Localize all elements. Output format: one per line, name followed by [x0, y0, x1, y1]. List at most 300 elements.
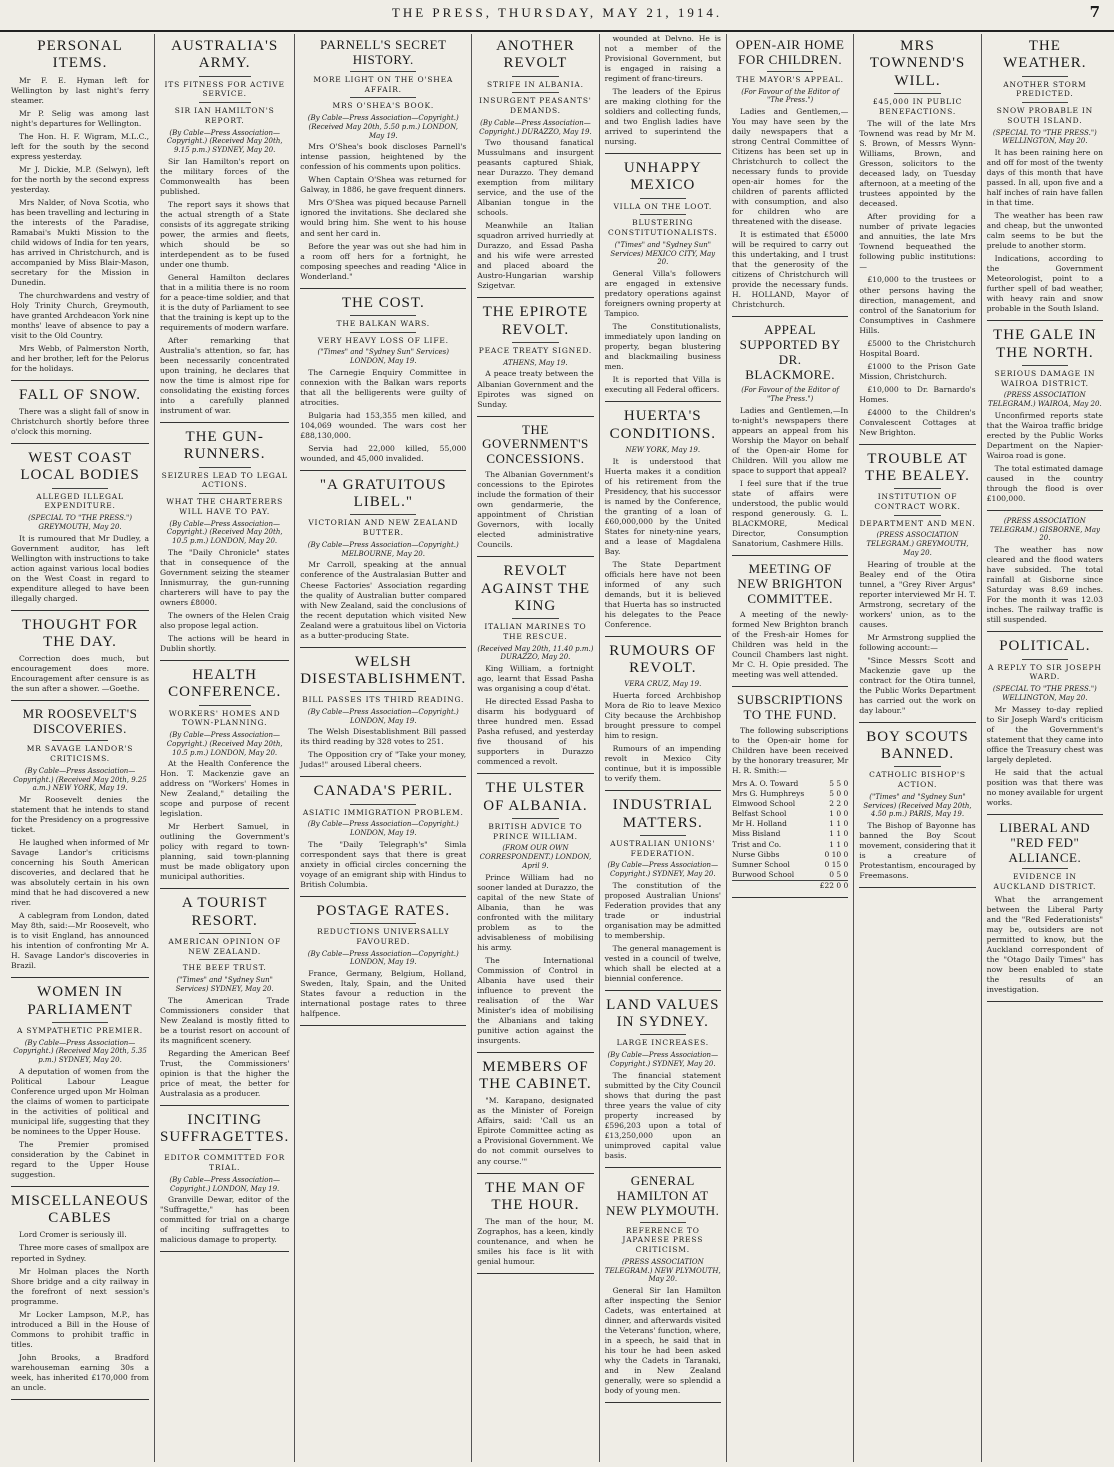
divider	[1022, 76, 1069, 77]
dateline: (SPECIAL TO "THE PRESS.") WELLINGTON, May 20.	[992, 685, 1097, 702]
paragraph: He laughed when informed of Mr Savage Landor's criticisms concerning his South American discoveries, and declared that he was absolutely certain in his own mind that he had discovered a new river.	[11, 838, 150, 908]
divider	[199, 102, 251, 103]
paragraph: The owners of the Helen Craig also propose legal action.	[160, 610, 290, 630]
headline: WEST COAST LOCAL BODIES	[20, 450, 140, 484]
dateline: (By Cable—Press Association—Copyright.) LONDON, May 19.	[169, 1175, 280, 1193]
paragraph: Mrs Webb, of Palmerston North, and her brother, left for the Pelorus for the holidays.	[11, 343, 150, 373]
paragraph: It is rumoured that Mr Dudley, a Government auditor, has left Wellington with instructions to take action against various local bodies on the West Coast in regard to expenditure alleged to have been illegally charged.	[11, 533, 150, 603]
dateline: ("Times" and "Sydney Sun" Services) (Received May 20th, 4.50 p.m.) PARIS, May 19.	[863, 792, 972, 819]
article-separator	[859, 887, 975, 888]
article	[859, 38, 975, 445]
paragraph: When Captain O'Shea was returned for Galway, in 1886, he gave frequent dinners.	[300, 175, 467, 195]
article-separator	[605, 153, 721, 154]
column-5	[600, 34, 727, 1462]
article-body	[605, 881, 721, 984]
subheading: EDITOR COMMITTED FOR TRIAL.	[164, 1153, 286, 1173]
article-body	[477, 138, 593, 291]
article-separator	[987, 1001, 1103, 1002]
article-body	[477, 873, 593, 1046]
article-body	[11, 407, 149, 437]
article-separator	[732, 555, 848, 556]
article-body	[987, 705, 1103, 808]
paragraph: Ladies and Gentlemen,—You may have seen by the daily newspapers that a strong Central Committee of Citizens has been set up in Christchurch to collect the necessary funds to provide open-air homes for the children of parents afflicted with consumption, and also for children who are threatened with the disease.	[731, 107, 849, 227]
article-body	[732, 610, 848, 680]
article-separator	[987, 814, 1103, 815]
paragraph: The Bishop of Bayonne has banned the Boy Scout movement, considering that it is a creature of Protestantism, encouraged by Freemasons.	[859, 821, 976, 881]
paragraph: The Carnegie Enquiry Committee in connexion with the Balkan wars reports that all the belligerents were guilty of atrocities.	[300, 367, 467, 407]
article	[160, 38, 289, 423]
headline: TROUBLE AT THE BEALEY.	[865, 450, 970, 484]
article-body	[160, 996, 289, 1099]
article	[300, 783, 466, 897]
paragraph: There was a slight fall of snow in Christchurch shortly before three o'clock this morning.	[11, 407, 150, 437]
article-body	[300, 368, 466, 464]
dateline: ATHENS, May 19.	[503, 358, 568, 367]
article	[300, 903, 466, 1026]
headline: "A GRATUITOUS LIBEL."	[319, 476, 447, 511]
paragraph: Bulgaria had 153,355 men killed, and 104,069 wounded. The wars cost her £88,130,000.	[300, 410, 467, 440]
article	[477, 563, 593, 774]
subheading: THE BEEF TRUST.	[182, 963, 267, 973]
divider	[199, 76, 251, 77]
subheading: WORKERS' HOMES AND TOWN-PLANNING.	[168, 708, 281, 728]
subheading: ITALIAN MARINES TO THE RESCUE.	[484, 622, 587, 641]
subscription-total: £22 0 0	[732, 880, 848, 891]
column-2	[155, 34, 295, 1462]
article-body	[859, 560, 975, 716]
subheading: SERIOUS DAMAGE IN WAIROA DISTRICT.	[994, 368, 1096, 388]
paragraph: The Welsh Disestablishment Bill passed its third reading by 328 votes to 251.	[300, 727, 467, 747]
divider	[894, 93, 941, 94]
article-separator	[477, 297, 593, 298]
divider	[640, 214, 687, 215]
paragraph: £1000 to the Prison Gate Mission, Christchurch.	[859, 361, 976, 381]
subheading: AUSTRALIAN UNIONS' FEDERATION.	[610, 838, 716, 858]
article	[160, 1112, 289, 1253]
article-body	[11, 654, 149, 694]
headline: PERSONAL ITEMS.	[37, 38, 123, 72]
paragraph: General Sir Ian Hamilton after inspecting the Senior Cadets, was entertained at dinner, and afterwards visited the Veterans' function, where, in a speech, he said that in his tour he had been asked why the Cadets in Taranaki, and in New Zealand generally, were so splendid a body of young men.	[604, 1286, 721, 1396]
article-separator	[300, 776, 466, 777]
dateline: (PRESS ASSOCIATION TELEGRAM.) NEW PLYMOUTH, May 20.	[604, 1257, 721, 1284]
column-7	[854, 34, 981, 1462]
paragraph: I feel sure that if the true state of affairs were understood, the public would respond generously. G. L. BLACKMORE, Medical Director, Consumption Sanatorium, Cashmere Hills.	[731, 478, 849, 548]
subscription-amount: 5 5 0	[829, 778, 849, 788]
article	[732, 562, 848, 687]
article-separator	[11, 1186, 149, 1187]
subheading: A SYMPATHETIC PREMIER.	[17, 1025, 143, 1035]
paragraph: It is reported that Villa is executing all Federal officers.	[604, 375, 721, 395]
headline: MISCELLANEOUS CABLES	[11, 1192, 150, 1227]
headline: WELSH DISESTABLISHMENT.	[300, 653, 467, 687]
dateline: (By Cable—Press Association—Copyright.) LONDON, May 19.	[307, 949, 459, 967]
headline: POLITICAL.	[999, 638, 1091, 655]
subheading: REFERENCE TO JAPANESE PRESS CRITICISM.	[622, 1225, 704, 1255]
paragraph: A peace treaty between the Albanian Government and the Epirotes was signed on Sunday.	[477, 369, 594, 409]
article-body	[11, 76, 149, 374]
headline: THE MAN OF THE HOUR.	[484, 1179, 586, 1213]
column-8	[982, 34, 1108, 1462]
article-body	[477, 1096, 593, 1166]
dateline: (Received May 20th, 11.40 p.m.) DURAZZO, May 20.	[477, 644, 594, 662]
article-separator	[477, 556, 593, 557]
headline: THE GUN-RUNNERS.	[183, 429, 266, 463]
article	[477, 1059, 593, 1174]
paragraph: It is understood that Huerta makes it a condition of his retirement from the Presidency, that his successor is named by the Conference, the granting of a loan of £60,000,000 by the United States for ninety-nine years, and a lease of Magdalena Bay.	[604, 456, 721, 556]
article-body	[11, 534, 149, 604]
paragraph: Mr Herbert Samuel, in outlining the Government's policy with regard to town-planning, said town-planning must be made obligatory upon municipal authorities.	[160, 822, 290, 882]
article-separator	[11, 610, 149, 611]
article	[987, 517, 1103, 632]
headline: THOUGHT FOR THE DAY.	[21, 616, 139, 651]
article-separator	[300, 288, 466, 289]
divider	[1022, 365, 1069, 366]
article	[11, 617, 149, 702]
article	[732, 693, 848, 898]
article-body	[160, 1195, 289, 1245]
column-1	[6, 34, 155, 1462]
paragraph: The report says it shows that the actual strength of a State consists of its aggregate striking power, the armies and fleets, which should be so interdependent as to be fused under one thumb.	[160, 199, 290, 269]
headline: REVOLT AGAINST THE KING	[480, 563, 591, 614]
subheading: LARGE INCREASES.	[616, 1038, 709, 1048]
divider	[199, 705, 251, 706]
paragraph: Mr Carroll, speaking at the annual conference of the Australasian Butter and Cheese Factories' Association regarding the quality of Australian butter compared with New Zealand, said the conclusions of the recent deputation which visited New Zealand were a gratuitous libel on Victoria as a butter-producing State.	[300, 560, 467, 640]
subheading: PEACE TREATY SIGNED.	[478, 345, 593, 355]
article	[477, 780, 593, 1053]
paragraph: The "Daily Telegraph's" Simla correspondent says that there is great anxiety in official circles concerning the voyage of an emigrant ship with Hindus to British Columbia.	[300, 839, 467, 889]
article	[300, 654, 466, 778]
list-item	[732, 840, 848, 850]
headline: FALL OF SNOW.	[18, 386, 142, 403]
article	[11, 707, 149, 978]
paragraph: Regarding the American Beef Trust, the Commissioners' opinion is that the higher the price of meat, the better for Australasia as a producer.	[160, 1048, 290, 1098]
article-separator	[160, 422, 289, 423]
article-body	[300, 969, 466, 1019]
dateline: (By Cable—Press Association—Copyright.) (Received May 20th, 5.50 p.m.) LONDON, May 19.	[307, 114, 459, 140]
headline: THE EPIROTE REVOLT.	[482, 304, 589, 338]
headline: THE WEATHER.	[1003, 38, 1087, 72]
paragraph: The constitution of the proposed Australian Unions' Federation provides that any trade or industrial organisation may be admitted to membership.	[604, 880, 721, 940]
subscription-amount: 0 5 0	[829, 869, 849, 879]
dateline: (By Cable—Press Association—Copyright.) SYDNEY, May 20.	[607, 1051, 719, 1068]
dateline: (SPECIAL TO "THE PRESS.") WELLINGTON, May 20.	[992, 128, 1097, 146]
paragraph: After providing for a number of private legacies and annuities, the late Mrs Townend bequeathed the following public institutions:—	[859, 212, 976, 272]
subscription-amount: 1 1 0	[829, 839, 849, 849]
paragraph: Mr Roosevelt denies the statement that he intends to stand for the Presidency on a progressive ticket.	[11, 795, 150, 835]
subheading: MR SAVAGE LANDOR'S CRITICISMS.	[26, 744, 134, 764]
list-item	[732, 799, 848, 809]
article-body	[11, 1067, 149, 1180]
paragraph: General Hamilton declares that in a militia there is no room for a peace-time soldier, and that it is the duty of Parliament to see that the training is kept up to the requirements of modern warfare.	[160, 272, 290, 332]
divider	[199, 959, 251, 960]
article-separator	[11, 977, 149, 978]
subheading: A REPLY TO SIR JOSEPH WARD.	[988, 662, 1102, 682]
divider	[199, 493, 251, 494]
paragraph: Mr Massey to-day replied to Sir Joseph Ward's criticism of the Government's statement that they came into office the Treasury chest was largely depleted.	[986, 704, 1104, 764]
paragraph: Rumours of an impending revolt in Mexico City continue, but it is impossible to verify them.	[604, 744, 721, 784]
paragraph: The International Commission of Control in Albania have used their influence to prevent the realisation of the War Minister's idea of mobilising the Albanians and taking punitive action against the insurgents.	[477, 955, 594, 1045]
paragraph: General Villa's followers are engaged in extensive predatory operations against foreigners owning property at Tampico.	[604, 269, 721, 319]
paragraph: A meeting of the newly-formed New Brighton branch of the Fresh-air Homes for Children was held in the Council Chambers last night. Mr C. H. Opie presided. The meeting was well attended.	[731, 609, 849, 679]
list-item	[732, 809, 848, 819]
subscription-amount: 0 10 0	[824, 849, 849, 859]
headline: CANADA'S PERIL.	[313, 783, 453, 800]
headline: PARNELL'S SECRET HISTORY.	[320, 37, 447, 67]
headline: UNHAPPY MEXICO	[623, 160, 702, 194]
paragraph: £5000 to the Christchurch Hospital Board.	[859, 338, 976, 358]
paragraph: Mrs O'Shea was piqued because Parnell ignored the invitations. She declared she would bring him. She went to his house and sent her card in.	[300, 198, 467, 238]
dateline: (FROM OUR OWN CORRESPONDENT.) LONDON, April 9.	[479, 844, 592, 870]
paragraph: It is estimated that £5000 will be required to carry out this undertaking, and I trust that the generosity of the citizens of Christchurch will provide the necessary funds. H. HOLLAND, Mayor of Christchurch.	[731, 230, 849, 310]
article-body	[477, 470, 593, 550]
paragraph: France, Germany, Belgium, Holland, Sweden, Italy, Spain, and the United States favour a reduction in the international postage rates to three halfpence.	[300, 969, 467, 1019]
divider	[767, 71, 814, 72]
article-separator	[160, 1105, 289, 1106]
subheading: BLUSTERING CONSTITUTIONALISTS.	[608, 218, 718, 238]
article-separator	[300, 896, 466, 897]
headline: MEMBERS OF THE CABINET.	[479, 1058, 592, 1093]
dateline: (By Cable—Press Association—Copyright.) DURAZZO, May 19.	[479, 118, 592, 136]
paragraph: He directed Essad Pasha to disarm his bodyguard of three hundred men. Essad Pasha refused, and yesterday five thousand of his supporters in Durazzo commenced a revolt.	[477, 697, 594, 767]
paragraph: Servia had 22,000 killed, 55,000 wounded, and 45,000 invalided.	[300, 443, 467, 463]
subheading: VICTORIAN AND NEW ZEALAND BUTTER.	[308, 518, 459, 538]
article-separator	[160, 660, 289, 661]
paragraph: The Albanian Government's concessions to the Epirotes include the formation of their own gendarmerie, the appointment of Christian Governors, with locally elected administrative Councils.	[477, 470, 594, 550]
paragraph: The churchwardens and vestry of Holy Trinity Church, Greymouth, have granted Archdeacon York nine months' leave of absence to pay a visit to the Old Country.	[11, 290, 150, 340]
dateline: (By Cable—Press Association—Copyright.) (Received May 20th, 10.5 p.m.) LONDON, May 20.	[166, 519, 283, 546]
paragraph: The Opposition cry of "Take your money, Judas!" aroused Liberal cheers.	[300, 750, 467, 770]
subheading: VILLA ON THE LOOT.	[613, 201, 713, 211]
article-separator	[987, 631, 1103, 632]
subheading: THE MAYOR'S APPEAL.	[736, 74, 844, 84]
subscription-list	[732, 779, 848, 891]
article-body	[605, 269, 721, 395]
subheading: MORE LIGHT ON THE O'SHEA AFFAIR.	[313, 74, 454, 94]
article	[477, 304, 593, 416]
paragraph: Before the year was out she had him in a room off hers for a fortnight, he composing speeches and reading "Alice in Wonderland."	[300, 241, 467, 281]
dateline: ("Times" and "Sydney Sun" Services) LONDON, May 19.	[317, 348, 449, 366]
paragraph: Mr Holman places the North Shore bridge and a city railway in the forefront of next session's programme.	[11, 1266, 150, 1306]
subscription-amount: 1 1 0	[829, 829, 849, 839]
paragraph: Sir Ian Hamilton's report on the military forces of the Commonwealth has been published.	[160, 156, 290, 196]
masthead	[0, 0, 1114, 32]
article-separator	[11, 380, 149, 381]
subscriber-name: Nurse Gibbs	[731, 849, 780, 859]
article	[300, 38, 466, 289]
paragraph: Mr P. Selig was among last night's departures for Wellington.	[11, 108, 150, 128]
divider	[640, 835, 687, 836]
article	[605, 34, 721, 154]
dateline: (By Cable—Press Association—Copyright.) LONDON, May 19.	[307, 707, 459, 725]
article-body	[605, 1071, 721, 1161]
headline: MRS TOWNEND'S WILL.	[869, 38, 966, 89]
article-separator	[477, 416, 593, 417]
paragraph: A cablegram from London, dated May 8th, said:—Mr Roosevelt, who is to visit England, has announced his intention of confronting Mr A. H. Savage Landor's discoveries in Brazil.	[11, 911, 150, 971]
article	[11, 1193, 149, 1400]
subheading: £45,000 IN PUBLIC BENEFACTIONS.	[872, 96, 963, 116]
headline: RUMOURS OF REVOLT.	[609, 642, 717, 677]
article-body	[300, 727, 466, 770]
article	[732, 38, 848, 317]
article-separator	[859, 444, 975, 445]
subscriber-name: Mr H. Holland	[731, 819, 787, 829]
subheading: SEIZURES LEAD TO LEGAL ACTIONS.	[161, 470, 288, 490]
headline: AUSTRALIA'S ARMY.	[171, 38, 279, 72]
headline: INCITING SUFFRAGETTES.	[160, 1111, 290, 1146]
article	[11, 984, 149, 1187]
dateline: (By Cable—Press Association—Copyright.) (Received May 20th, 9.15 p.m.) SYDNEY, May 20.	[166, 128, 283, 154]
article-separator	[477, 1273, 593, 1274]
paragraph: Lord Cromer is seriously ill.	[19, 1230, 127, 1240]
article-separator	[11, 700, 149, 701]
divider	[640, 1222, 687, 1223]
paragraph: He said that the actual position was that there was no money available for urgent works.	[986, 767, 1104, 807]
paragraph: After remarking that Australia's attention, so far, has been necessarily concentrated upon training, he declares that now the time is almost ripe for consolidating the existing forces into a carefully planned instrument of war.	[160, 336, 290, 416]
divider	[894, 766, 941, 767]
paragraph: The Hon. H. F. Wigram, M.L.C., left for the south by the second express yesterday.	[11, 131, 150, 161]
article-separator	[11, 443, 149, 444]
divider	[512, 818, 559, 819]
headline: HUERTA'S CONDITIONS.	[609, 408, 716, 442]
dateline: (By Cable—Press Association—Copyright.) SYDNEY, May 20.	[607, 861, 719, 879]
list-item	[732, 789, 848, 799]
article-body	[732, 406, 848, 549]
divider	[350, 71, 416, 72]
headline: INDUSTRIAL MATTERS.	[612, 797, 713, 831]
headline: ANOTHER REVOLT	[496, 38, 575, 72]
paragraph: "M. Karapano, designated as the Minister of Foreign Affairs, said: 'Call us an Epirote Committee acting as a Provisional Government. We do not commit ourselves to any course.'"	[477, 1096, 594, 1166]
headline: APPEAL SUPPORTED BY DR. BLACKMORE.	[739, 322, 841, 383]
article-separator	[477, 1173, 593, 1174]
paragraph: The Premier promised consideration by the Cabinet in regard to the Upper House suggestion.	[11, 1139, 150, 1179]
headline: BOY SCOUTS BANNED.	[866, 728, 969, 763]
subheading: VERY HEAVY LOSS OF LIFE.	[317, 335, 449, 345]
article-separator	[11, 1399, 149, 1400]
divider	[894, 488, 941, 489]
subscription-amount: 0 15 0	[824, 859, 849, 869]
divider	[199, 1149, 251, 1150]
divider	[350, 97, 416, 98]
subscription-amount: 2 2 0	[829, 799, 849, 809]
subscription-amount: 5 0 0	[829, 788, 849, 798]
article-body	[987, 411, 1103, 504]
subscriber-name: Trist and Co.	[731, 839, 782, 849]
paragraph: Two thousand fanatical Mussulmans and insurgent peasants captured Shiak, near Durazzo. They demand exemption from military service, and the use of the Albanian tongue in the schools.	[477, 138, 594, 218]
paragraph: Ladies and Gentlemen,—In to-night's newspapers there appears an appeal from his Worship the Mayor on behalf of the Open-air Home for Children. Will you allow me space to support that appeal?	[731, 405, 849, 475]
article-body	[11, 1230, 149, 1392]
paragraph: Mr F. E. Hyman left for Wellington by last night's ferry steamer.	[11, 75, 150, 105]
paragraph: The financial statement submitted by the City Council shows that during the past three years the value of city property increased by £596,203 upon a total of £13,250,000 upon an unimproved capital value basis.	[604, 1070, 721, 1160]
list-item	[732, 850, 848, 860]
article	[11, 387, 149, 444]
article	[605, 797, 721, 991]
paragraph: The will of the late Mrs Townend was read by Mr M. S. Brown, of Messrs Wynn-Williams, Brown, and Gresson, solicitors to the deceased lady, on Tuesday afternoon, at a meeting of the trustees appointed by the deceased.	[859, 119, 976, 209]
article-separator	[300, 470, 466, 471]
paragraph: Meanwhile an Italian squadron arrived hurriedly at Durazzo, and Essad Pasha and his wife were arrested and placed aboard the Austro-Hungarian warship Szigetvar.	[477, 221, 594, 291]
paragraph: What the arrangement between the Liberal Party and the "Red Federationists" may be, outsiders are not permitted to know, but the Auckland correspondent of the "Otago Daily Times" has now been enabled to state the results of an investigation.	[986, 894, 1104, 995]
headline: LIBERAL AND "RED FED" ALLIANCE.	[999, 819, 1091, 865]
article-body	[987, 895, 1103, 995]
article	[859, 451, 975, 723]
article-body	[605, 457, 721, 630]
headline: THE COST.	[341, 294, 425, 311]
list-item	[732, 829, 848, 839]
paragraph: Indications, according to the Government Meteorologist, point to a further spell of bad weather, with heavy rain and snow probable in the South Island.	[986, 254, 1104, 314]
headline: A TOURIST RESORT.	[181, 895, 268, 929]
article	[160, 667, 289, 889]
paragraph: Mrs O'Shea's book discloses Parnell's intense passion, heightened by the confession of his comments upon politics.	[300, 142, 467, 172]
subscriber-name: Mrs G. Humphreys	[731, 788, 805, 798]
paragraph: The total estimated damage caused in the country through the flood is over £100,000.	[986, 463, 1104, 503]
article	[605, 997, 721, 1168]
divider	[199, 467, 251, 468]
subscriber-name: Sumner School	[731, 859, 790, 869]
article	[160, 429, 289, 661]
paragraph: Huerta forced Archbishop Mora de Rio to leave Mexico City because the Archbishop brought pressure to compel him to resign.	[604, 691, 721, 741]
subscriber-name: Belfast School	[731, 809, 787, 819]
divider	[350, 923, 416, 924]
divider	[52, 1022, 107, 1023]
dateline: (For Favour of the Editor of "The Press.")	[741, 87, 839, 105]
dateline: ("Times" and "Sydney Sun" Services) MEXICO CITY, May 20.	[610, 240, 716, 267]
article-body	[605, 34, 721, 147]
article	[11, 38, 149, 381]
article-body	[859, 821, 975, 881]
subscriber-name: Elmwood School	[731, 799, 796, 809]
article-separator	[605, 990, 721, 991]
headline: MR ROOSEVELT'S DISCOVERIES.	[22, 706, 138, 737]
divider	[640, 1034, 687, 1035]
subscriber-name: Miss Bisland	[731, 829, 781, 839]
article-body	[300, 142, 466, 281]
headline: HEALTH CONFERENCE.	[168, 667, 282, 701]
paragraph: King William, a fortnight ago, learnt that Essad Pasha was organising a coup d'état.	[477, 664, 594, 694]
article	[605, 160, 721, 402]
subscription-amount: 1 1 0	[829, 819, 849, 829]
paragraph: The Constitutionalists, immediately upon landing on property, began blustering and blackmailing business men.	[604, 322, 721, 372]
subheading: ASIATIC IMMIGRATION PROBLEM.	[302, 807, 464, 817]
paragraph: Mr J. Dickie, M.P. (Selwyn), left for the north by the second express yesterday.	[11, 164, 150, 194]
divider	[199, 933, 251, 934]
paragraph: The weather has now cleared and the flood waters have subsided. The total rainfall at Gisborne since Saturday was 8.69 inches. For the month it was 12.03 inches. The railway traffic is still suspended.	[986, 545, 1104, 625]
article-separator	[477, 1052, 593, 1053]
divider	[350, 514, 416, 515]
headline: WOMEN IN PARLIAMENT	[27, 984, 133, 1018]
article-body	[160, 157, 289, 416]
subheading: REDUCTIONS UNIVERSALLY FAVOURED.	[317, 927, 450, 946]
subheading: CATHOLIC BISHOP'S ACTION.	[869, 770, 966, 790]
paragraph: The man of the hour, M. Zographos, has a keen, kindly countenance, and when he smiles his face is lit with genial humour.	[477, 1217, 594, 1267]
divider	[52, 740, 107, 741]
article	[11, 450, 149, 611]
article-body	[160, 548, 289, 654]
article-body	[605, 1286, 721, 1396]
article-body	[300, 560, 466, 640]
article-body	[987, 545, 1103, 625]
paragraph: The general management is vested in a council of twelve, which shall be elected at a biennial conference.	[604, 943, 721, 983]
article-separator	[732, 686, 848, 687]
subscriber-name: Mrs A. O. Toward	[731, 778, 799, 788]
article-body	[11, 795, 149, 971]
article	[477, 423, 593, 558]
subheading: STRIFE IN ALBANIA.	[487, 79, 584, 89]
dateline: (For Favour of the Editor of "The Press.")	[741, 386, 839, 403]
divider	[350, 691, 416, 692]
paragraph: £10,000 to Dr. Barnardo's Homes.	[859, 384, 976, 404]
paragraph: Granville Dewar, editor of the "Suffragette," has been committed for trial on a charge of inciting suffragettes to malicious damage to property.	[160, 1195, 290, 1245]
subheading: INSURGENT PEASANTS' DEMANDS.	[479, 96, 592, 115]
article-separator	[605, 401, 721, 402]
